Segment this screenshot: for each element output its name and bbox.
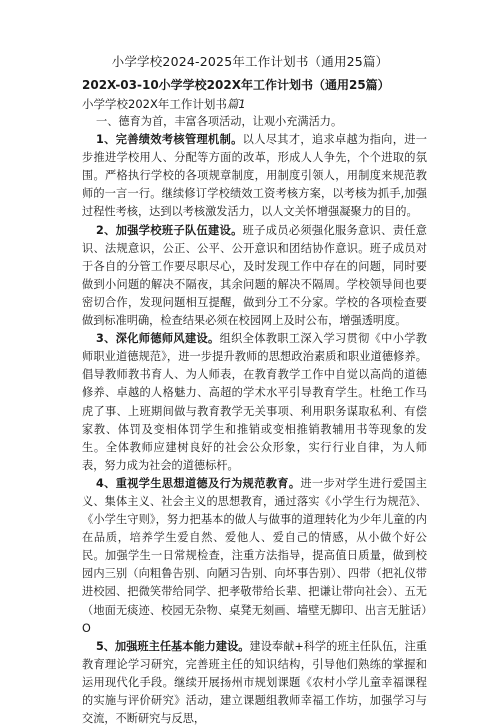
document-title: 小学学校2024-2025年工作计划书（通用25篇） [111, 54, 389, 69]
section-text: 组织全体教职工深入学习贯彻《中小学教师职业道德规范》，进一步提升教师的思想政治素质和职业道德修养。倡导教师教书育人、为人师表，在教育教学工作中自觉以高尚的道德修养、卓越的人格魅力、高超的学术水平引导教育学生。杜绝工作马虎了事、上班期间做与教育教学无关事项、利用职务谋取私利、有偿家教、体罚及变相体罚学生和推销或变相推销教辅用书等现象的发生。全体教师应建树良好的社会公众形象，实行行业自律，为人师表，努力成为社会的道德标杆。 [82, 332, 427, 472]
section-text: 以人尽其才，追求卓越为指向，进一步推进学校用人、分配等方面的改革，形成人人争先，个个进取的氛围。严格执行学校的各项规章制度，用制度引领人，用制度来规范教师的一言一行。继续修订学校绩效工资考核方案，以考核为抓手,加强过程性考核，达到以考核激发活力，以人文关怀增强凝聚力的目的。 [82, 133, 427, 219]
document-meta-line: 202X-03-10小学学校202X年工作计划书（通用25篇） [82, 78, 390, 92]
section-paragraph-1 [82, 131, 427, 221]
section-paragraph-2 [82, 222, 427, 331]
subtitle-suffix: 篇1 [226, 97, 246, 111]
section-lead: 加强学校班子队伍建设。 [115, 223, 243, 237]
intro-paragraph: 一、德育为首，丰富各项活动，让观小充满活力。 [96, 115, 343, 128]
section-text: 进一步对学生进行爱国主义、集体主义、社会主义的思想教育，通过落实《小学生行为规范》、《小学生守则》，努力把基本的做人与做事的道理转化为少年儿童的内在品质，培养学生爱自然、爱他人、爱自己的情感，从小做个好公民。加强学生一日常规检查，注重方法指导，提高值日质量，做到校园内三别（向粗鲁告别、向陋习告别、向坏事告别）、四带（把礼仪带进校园、把微笑带给同学、把孝敬带给长辈、把谦让带向社会）、五无（地面无痰迹、校园无杂物、桌凳无刻画、墙壁无脚印、出言无脏话）O [82, 476, 427, 635]
section-number: 2、 [96, 223, 116, 237]
section-number: 5、 [96, 639, 116, 653]
section-lead: 重视学生思想道德及行为规范教育。 [115, 476, 301, 490]
section-text: 班子成员必须强化服务意识、责任意识、法规意识，公正、公平、公开意识和团结协作意识。班子成员对于各自的分管工作要尽职尽心，及时发现工作中存在的问题，同时要做到小问题的解决不隔夜，其余问题的解决不隔周。学校领导间也要密切合作，发现问题相互提醒，做到分工不分家。学校的各项检查要做到标准明确，检查结果必须在校园网上及时公布，增强透明度。 [82, 223, 427, 328]
document-body [82, 113, 427, 728]
section-number: 4、 [96, 476, 116, 490]
section-paragraph-5 [82, 638, 427, 728]
document-subtitle [82, 96, 246, 112]
section-text: 建设奉献+科学的班主任队伍，注重教育理论学习研究，完善班主任的知识结构，引导他们熟练的掌握和运用现代化手段。继续开展扬州市规划课题《农村小学儿童幸福课程的实施与评价研究》活动，建立课题组教师幸福工作坊，加强学习与交流，不断研究与反思， [82, 639, 427, 726]
section-lead: 完善绩效考核管理机制。 [115, 133, 243, 147]
section-paragraph-4 [82, 475, 427, 638]
section-paragraph-3 [82, 330, 427, 475]
section-number: 3、 [96, 332, 116, 346]
section-number: 1、 [96, 133, 116, 147]
section-lead: 深化师德师风建设。 [115, 332, 220, 346]
subtitle-prefix: 小学学校202X年工作计划书 [82, 97, 227, 111]
section-lead: 加强班主任基本能力建设。 [115, 639, 250, 653]
